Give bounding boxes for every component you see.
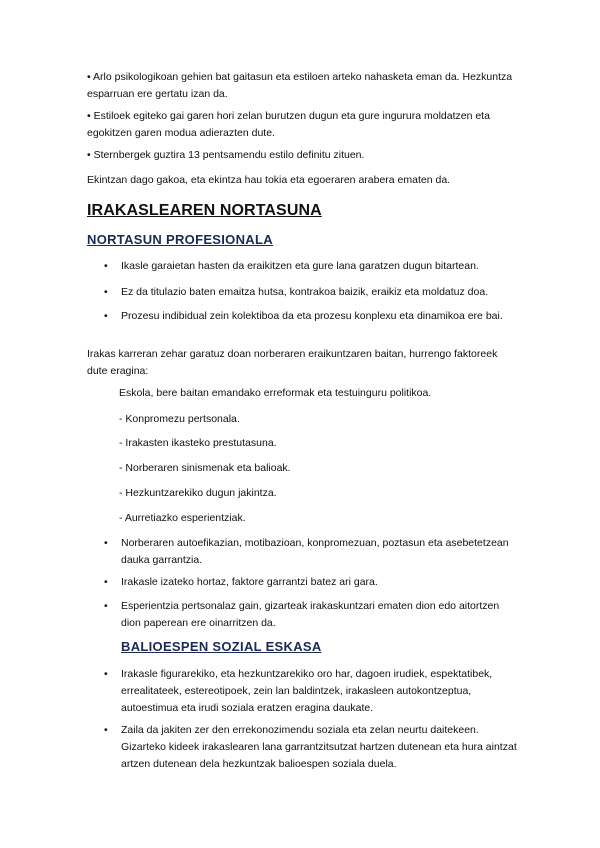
bullet-glyph: •: [104, 310, 108, 322]
bullet-glyph: •: [104, 286, 108, 298]
factor-item: - Norberaren sinismenak eta balioak.: [119, 462, 291, 474]
intro-paragraph-4: Ekintzan dago gakoa, eta ekintza hau tokia eta egoeraren arabera ematen da.: [87, 174, 451, 186]
factor-item: - Irakasten ikasteko prestutasuna.: [119, 437, 277, 449]
list-item-text: Norberaren autoefikazian, motibazioan, konpromezuan, poztasun eta asebetetzean dauka garrantzia.: [121, 537, 509, 566]
subsection-title-balioespen-sozial-eskasa: BALIOESPEN SOZIAL ESKASA: [121, 639, 322, 654]
subsection-title-nortasun-profesionala: NORTASUN PROFESIONALA: [87, 232, 273, 247]
bullet-glyph: •: [104, 724, 108, 736]
factor-item: - Konpromezu pertsonala.: [119, 413, 240, 425]
section-title: IRAKASLEAREN NORTASUNA: [87, 202, 322, 219]
list-item-text: Prozesu indibidual zein kolektiboa da eta prozesu konplexu eta dinamikoa ere bai.: [121, 310, 503, 322]
list-item-text: Esperientzia pertsonalaz gain, gizarteak irakaskuntzari ematen dion edo aitortzen dion paperean ere oinarritzen da.: [121, 600, 500, 629]
intro-paragraph-2: • Estiloek egiteko gai garen hori zelan burutzen dugun eta gure ingurura moldatzen eta egokitzen garen modua adierazten dute.: [87, 110, 490, 139]
list-item-text: Ikasle garaietan hasten da eraikitzen eta gure lana garatzen dugun bitartean.: [121, 260, 479, 272]
intro-paragraph-3: • Sternbergek guztira 13 pentsamendu estilo definitu zituen.: [87, 149, 365, 161]
factor-item: - Hezkuntzarekiko dugun jakintza.: [119, 487, 277, 499]
bullet-glyph: •: [104, 537, 108, 549]
intro-paragraph-1: • Arlo psikologikoan gehien bat gaitasun eta estiloen arteko nahasketa eman da. Hezkuntza esparruan ere gertatu izan da.: [87, 71, 513, 100]
factor-item: Eskola, bere baitan emandako erreformak eta testuinguru politikoa.: [119, 387, 432, 399]
bullet-glyph: •: [104, 576, 108, 588]
list-item-text: Ez da titulazio baten emaitza hutsa, kontrakoa baizik, eraikiz eta moldatuz doa.: [121, 286, 489, 298]
list-item-text: Zaila da jakiten zer den errekonozimendu soziala eta zelan neurtu daitekeen. Gizarteko kideek irakaslearen lana garrantzitsutzat hartzen dutenean eta hura aintzat artzen dutenean dela hezkuntzak balioespen soziala duela.: [121, 724, 517, 770]
factors-intro-paragraph: Irakas karreran zehar garatuz doan norberaren eraikuntzaren baitan, hurrengo faktoreek dute eragina:: [87, 348, 498, 377]
list-item-text: Irakasle figurarekiko, eta hezkuntzarekiko oro har, dagoen irudiek, espektatibek, errealitateek, estereotipoek, zein lan baldintzek, irakasleen autokontzeptua, autoestimua eta irudi soziala eratzen eragina daukate.: [121, 668, 493, 714]
list-item-text: Irakasle izateko hortaz, faktore garrantzi batez ari gara.: [121, 576, 378, 588]
factor-item: - Aurretiazko esperientziak.: [119, 512, 246, 524]
bullet-glyph: •: [104, 668, 108, 680]
bullet-glyph: •: [104, 600, 108, 612]
bullet-glyph: •: [104, 260, 108, 272]
